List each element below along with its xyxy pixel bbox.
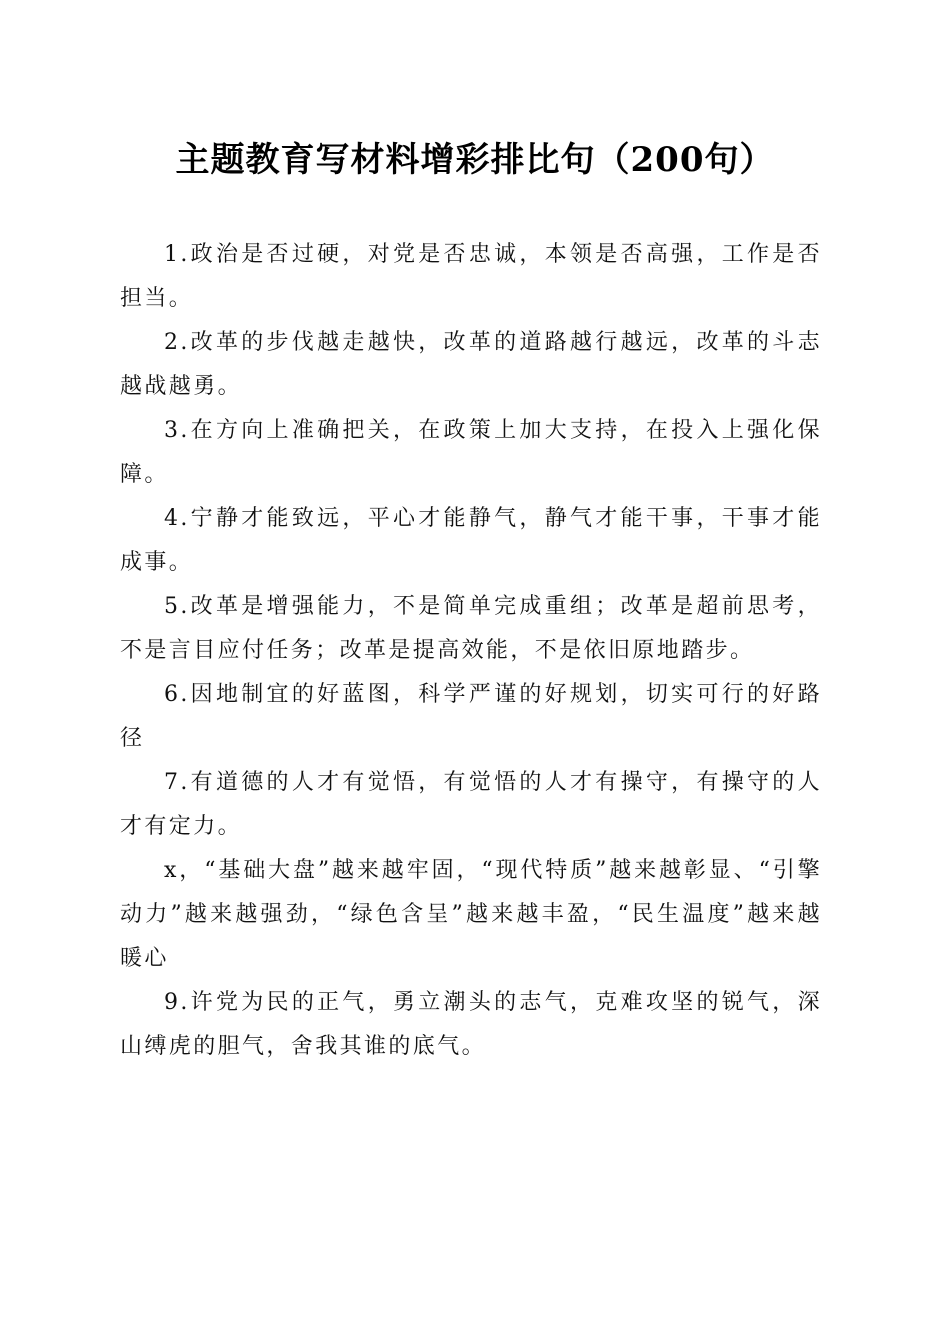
paragraph-8: x，“基础大盘”越来越牢固，“现代特质”越来越彰显、“引擎动力”越来越强劲，“绿色含呈”越来越丰盈，“民生温度”越来越暖心: [120, 858, 822, 971]
paragraph-1: 1.政治是否过硬，对党是否忠诚，本领是否高强，工作是否担当。: [120, 242, 822, 311]
document-body: [120, 233, 822, 1069]
paragraph-4: 4.宁静才能致远，平心才能静气，静气才能干事，干事才能成事。: [120, 506, 822, 575]
page-title: 主题教育写材料增彩排比句（200句）: [175, 140, 775, 180]
paragraph-3: 3.在方向上准确把关，在政策上加大支持，在投入上强化保障。: [120, 418, 822, 487]
paragraph-5: 5.改革是增强能力，不是简单完成重组；改革是超前思考，不是言目应付任务；改革是提高效能，不是依旧原地踏步。: [120, 594, 822, 663]
paragraph-6: 6.因地制宜的好蓝图，科学严谨的好规划，切实可行的好路径: [120, 682, 822, 751]
paragraph-2: 2.改革的步伐越走越快，改革的道路越行越远，改革的斗志越战越勇。: [120, 330, 822, 399]
paragraph-7: 7.有道德的人才有觉悟，有觉悟的人才有操守，有操守的人才有定力。: [120, 770, 822, 839]
paragraph-9: 9.许党为民的正气，勇立潮头的志气，克难攻坚的锐气，深山缚虎的胆气，舍我其谁的底气。: [120, 990, 822, 1059]
